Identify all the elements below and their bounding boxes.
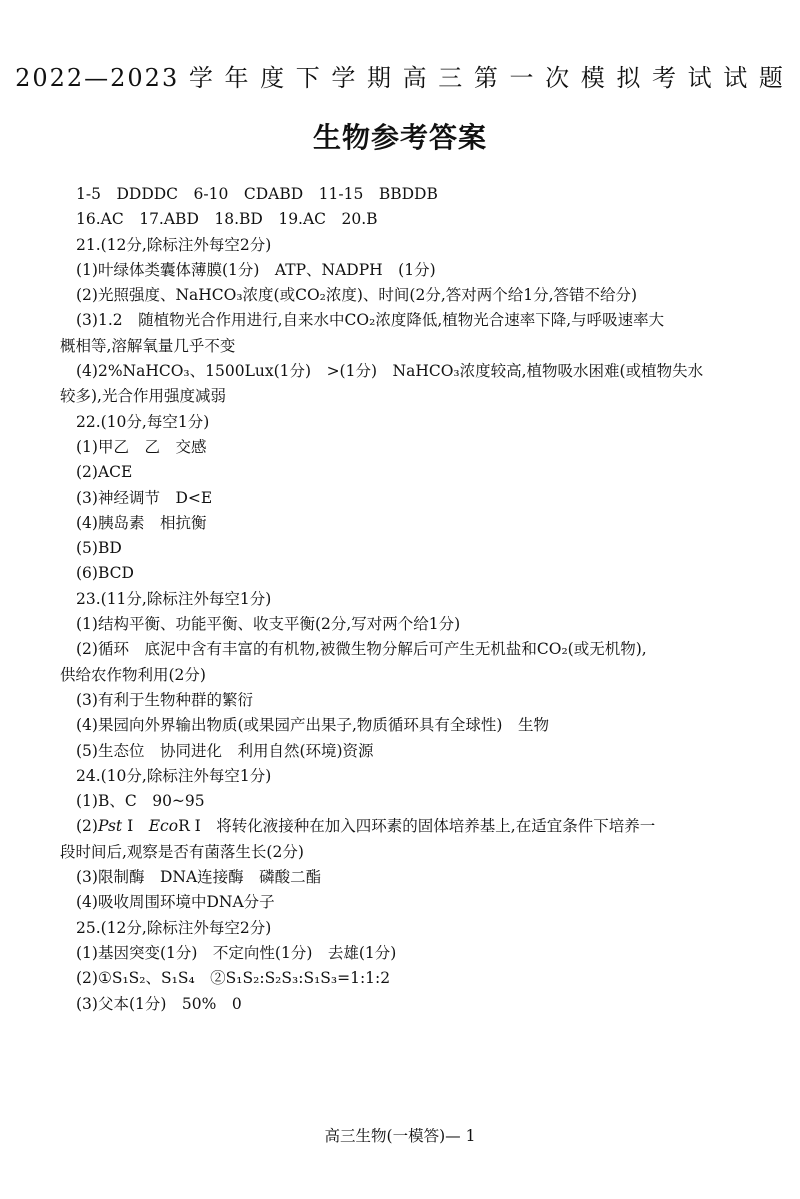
answer-line-continued: 概相等,溶解氧量几乎不变 (60, 336, 236, 355)
answer-body (60, 182, 766, 1017)
section-heading: 21.(12分,除标注外每空2分) (76, 235, 272, 254)
answer-line (76, 814, 766, 839)
answer-line: (3)限制酶 DNA连接酶 磷酸二酯 (76, 868, 322, 887)
answer-line-continued: 段时间后,观察是否有菌落生长(2分) (60, 842, 304, 861)
answer-line: (1)基因突变(1分) 不定向性(1分) 去雄(1分) (76, 943, 397, 962)
answer-line: (2)ACE (76, 463, 133, 482)
answer-line: (4)果园向外界输出物质(或果园产出果子,物质循环具有全球性) 生物 (76, 716, 549, 735)
answer-line: (3)神经调节 D<E (76, 488, 213, 507)
answer-line: (3)有利于生物种群的繁衍 (76, 690, 253, 709)
text-run: (2) (76, 817, 98, 836)
answer-line: (6)BCD (76, 564, 134, 583)
answer-line: (5)BD (76, 539, 122, 558)
answer-line: (2)①S₁S₂、S₁S₄ ②S₁S₂:S₂S₃:S₁S₃=1:1:2 (76, 969, 391, 988)
section-heading: 22.(10分,每空1分) (76, 412, 210, 431)
answer-line: (1)叶绿体类囊体薄膜(1分) ATP、NADPH (1分) (76, 260, 436, 279)
answer-line: (1)甲乙 乙 交感 (76, 437, 207, 456)
section-heading: 25.(12分,除标注外每空2分) (76, 918, 272, 937)
answer-line: (5)生态位 协同进化 利用自然(环境)资源 (76, 741, 374, 760)
answer-line: (4)2%NaHCO₃、1500Lux(1分) >(1分) NaHCO₃浓度较高,植物吸水困难(或植物失水 (76, 362, 704, 381)
answer-line-continued: 供给农作物利用(2分) (60, 665, 206, 684)
page-title: 2022—2023 学 年 度 下 学 期 高 三 第 一 次 模 拟 考 试 试 题 (15, 64, 785, 92)
answer-line: (1)结构平衡、功能平衡、收支平衡(2分,写对两个给1分) (76, 615, 461, 634)
page-footer: 高三生物(一模答)— 1 (324, 1127, 476, 1145)
section-heading: 24.(10分,除标注外每空1分) (76, 766, 272, 785)
section-heading: 23.(11分,除标注外每空1分) (76, 589, 272, 608)
answer-line: (1)B、C 90~95 (76, 792, 205, 811)
answer-line: (3)父本(1分) 50% 0 (76, 994, 242, 1013)
enzyme-name-italic: Pst (97, 817, 123, 836)
answer-line: (4)胰岛素 相抗衡 (76, 513, 207, 532)
text-run: R Ⅰ 将转化液接种在加入四环素的固体培养基上,在适宜条件下培养一 (178, 817, 656, 836)
answer-line: (4)吸收周围环境中DNA分子 (76, 893, 275, 912)
enzyme-name-italic: Eco (148, 817, 179, 836)
page-subtitle: 生物参考答案 (312, 121, 487, 154)
answer-line-continued: 较多),光合作用强度减弱 (60, 387, 226, 406)
answer-line: (3)1.2 随植物光合作用进行,自来水中CO₂浓度降低,植物光合速率下降,与呼吸速率大 (76, 311, 665, 330)
answer-line: 16.AC 17.ABD 18.BD 19.AC 20.B (76, 210, 378, 229)
answer-line: (2)循环 底泥中含有丰富的有机物,被微生物分解后可产生无机盐和CO₂(或无机物), (76, 640, 647, 659)
answer-line: 1-5 DDDDC 6-10 CDABD 11-15 BBDDB (76, 185, 438, 203)
answer-line: (2)光照强度、NaHCO₃浓度(或CO₂浓度)、时间(2分,答对两个给1分,答错不给分) (76, 286, 638, 305)
text-run: Ⅰ (122, 817, 149, 836)
